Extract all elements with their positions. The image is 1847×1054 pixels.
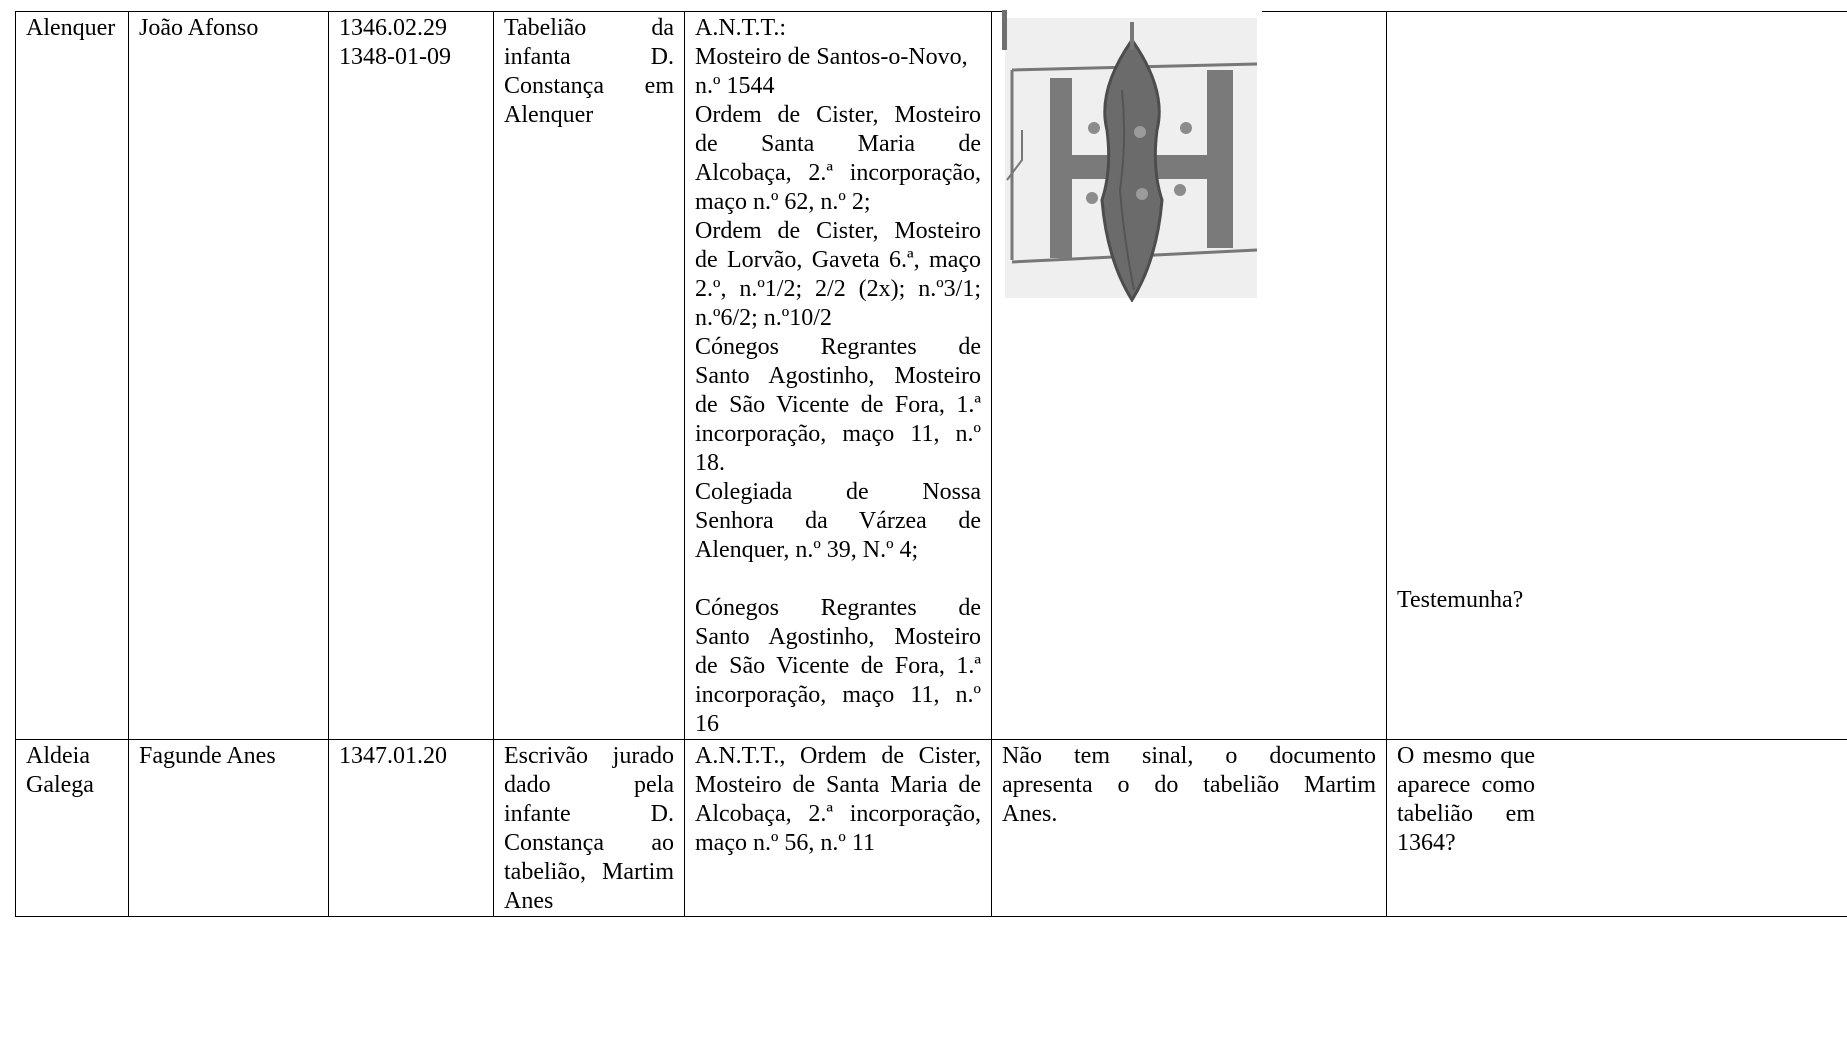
notarial-sign-image — [1002, 10, 1262, 302]
table-row — [16, 12, 1847, 740]
name-cell: João Afonso — [129, 12, 329, 740]
office-cell: Escrivão jurado dado pela infante D. Constança ao tabelião, Martim Anes — [494, 740, 685, 917]
notes-cell — [1387, 12, 1847, 740]
signal-cell — [992, 12, 1387, 740]
table-row — [16, 740, 1847, 917]
dates-cell: 1347.01.20 — [329, 740, 494, 917]
notaries-table — [15, 11, 1847, 917]
place-cell: Aldeia Galega — [16, 740, 129, 917]
dates-cell: 1346.02.29 1348-01-09 — [329, 12, 494, 740]
signal-cell: Não tem sinal, o documento apresenta o do tabelião Martim Anes. — [992, 740, 1387, 917]
notes-cell: O mesmo que aparece como tabelião em 1364? — [1387, 740, 1847, 917]
notes-text: Testemunha? — [1397, 587, 1524, 613]
office-cell: Tabelião da infanta D. Constança em Alenquer — [494, 12, 685, 740]
sources-cell: A.N.T.T., Ordem de Cister, Mosteiro de Santa Maria de Alcobaça, 2.ª incorporação, maço n.º 56, n.º 11 — [685, 740, 992, 917]
sources-cell: A.N.T.T.: Mosteiro de Santos-o-Novo, n.º 1544 Ordem de Cister, Mosteiro de Santa Maria de Alcobaça, 2.ª incorporação, maço n.º 62, n.º 2; Ordem de Cister, Mosteiro de Lorvão, Gaveta 6.ª, maço 2.º, n.º1/2; 2/2 (2x); n.º3/1; n.º6/2; n.º10/2 Cónegos Regrantes de Santo Agostinho, Mosteiro de São Vicente de Fora, 1.ª incorporação, maço 11, n.º 18. Colegiada de Nossa Senhora da Várzea de Alenquer, n.º 39, N.º 4; Cónegos Regrantes de Santo Agostinho, Mosteiro de São Vicente de Fora, 1.ª incorporação, maço 11, n.º 16 — [685, 12, 992, 740]
name-cell: Fagunde Anes — [129, 740, 329, 917]
place-cell: Alenquer — [16, 12, 129, 740]
